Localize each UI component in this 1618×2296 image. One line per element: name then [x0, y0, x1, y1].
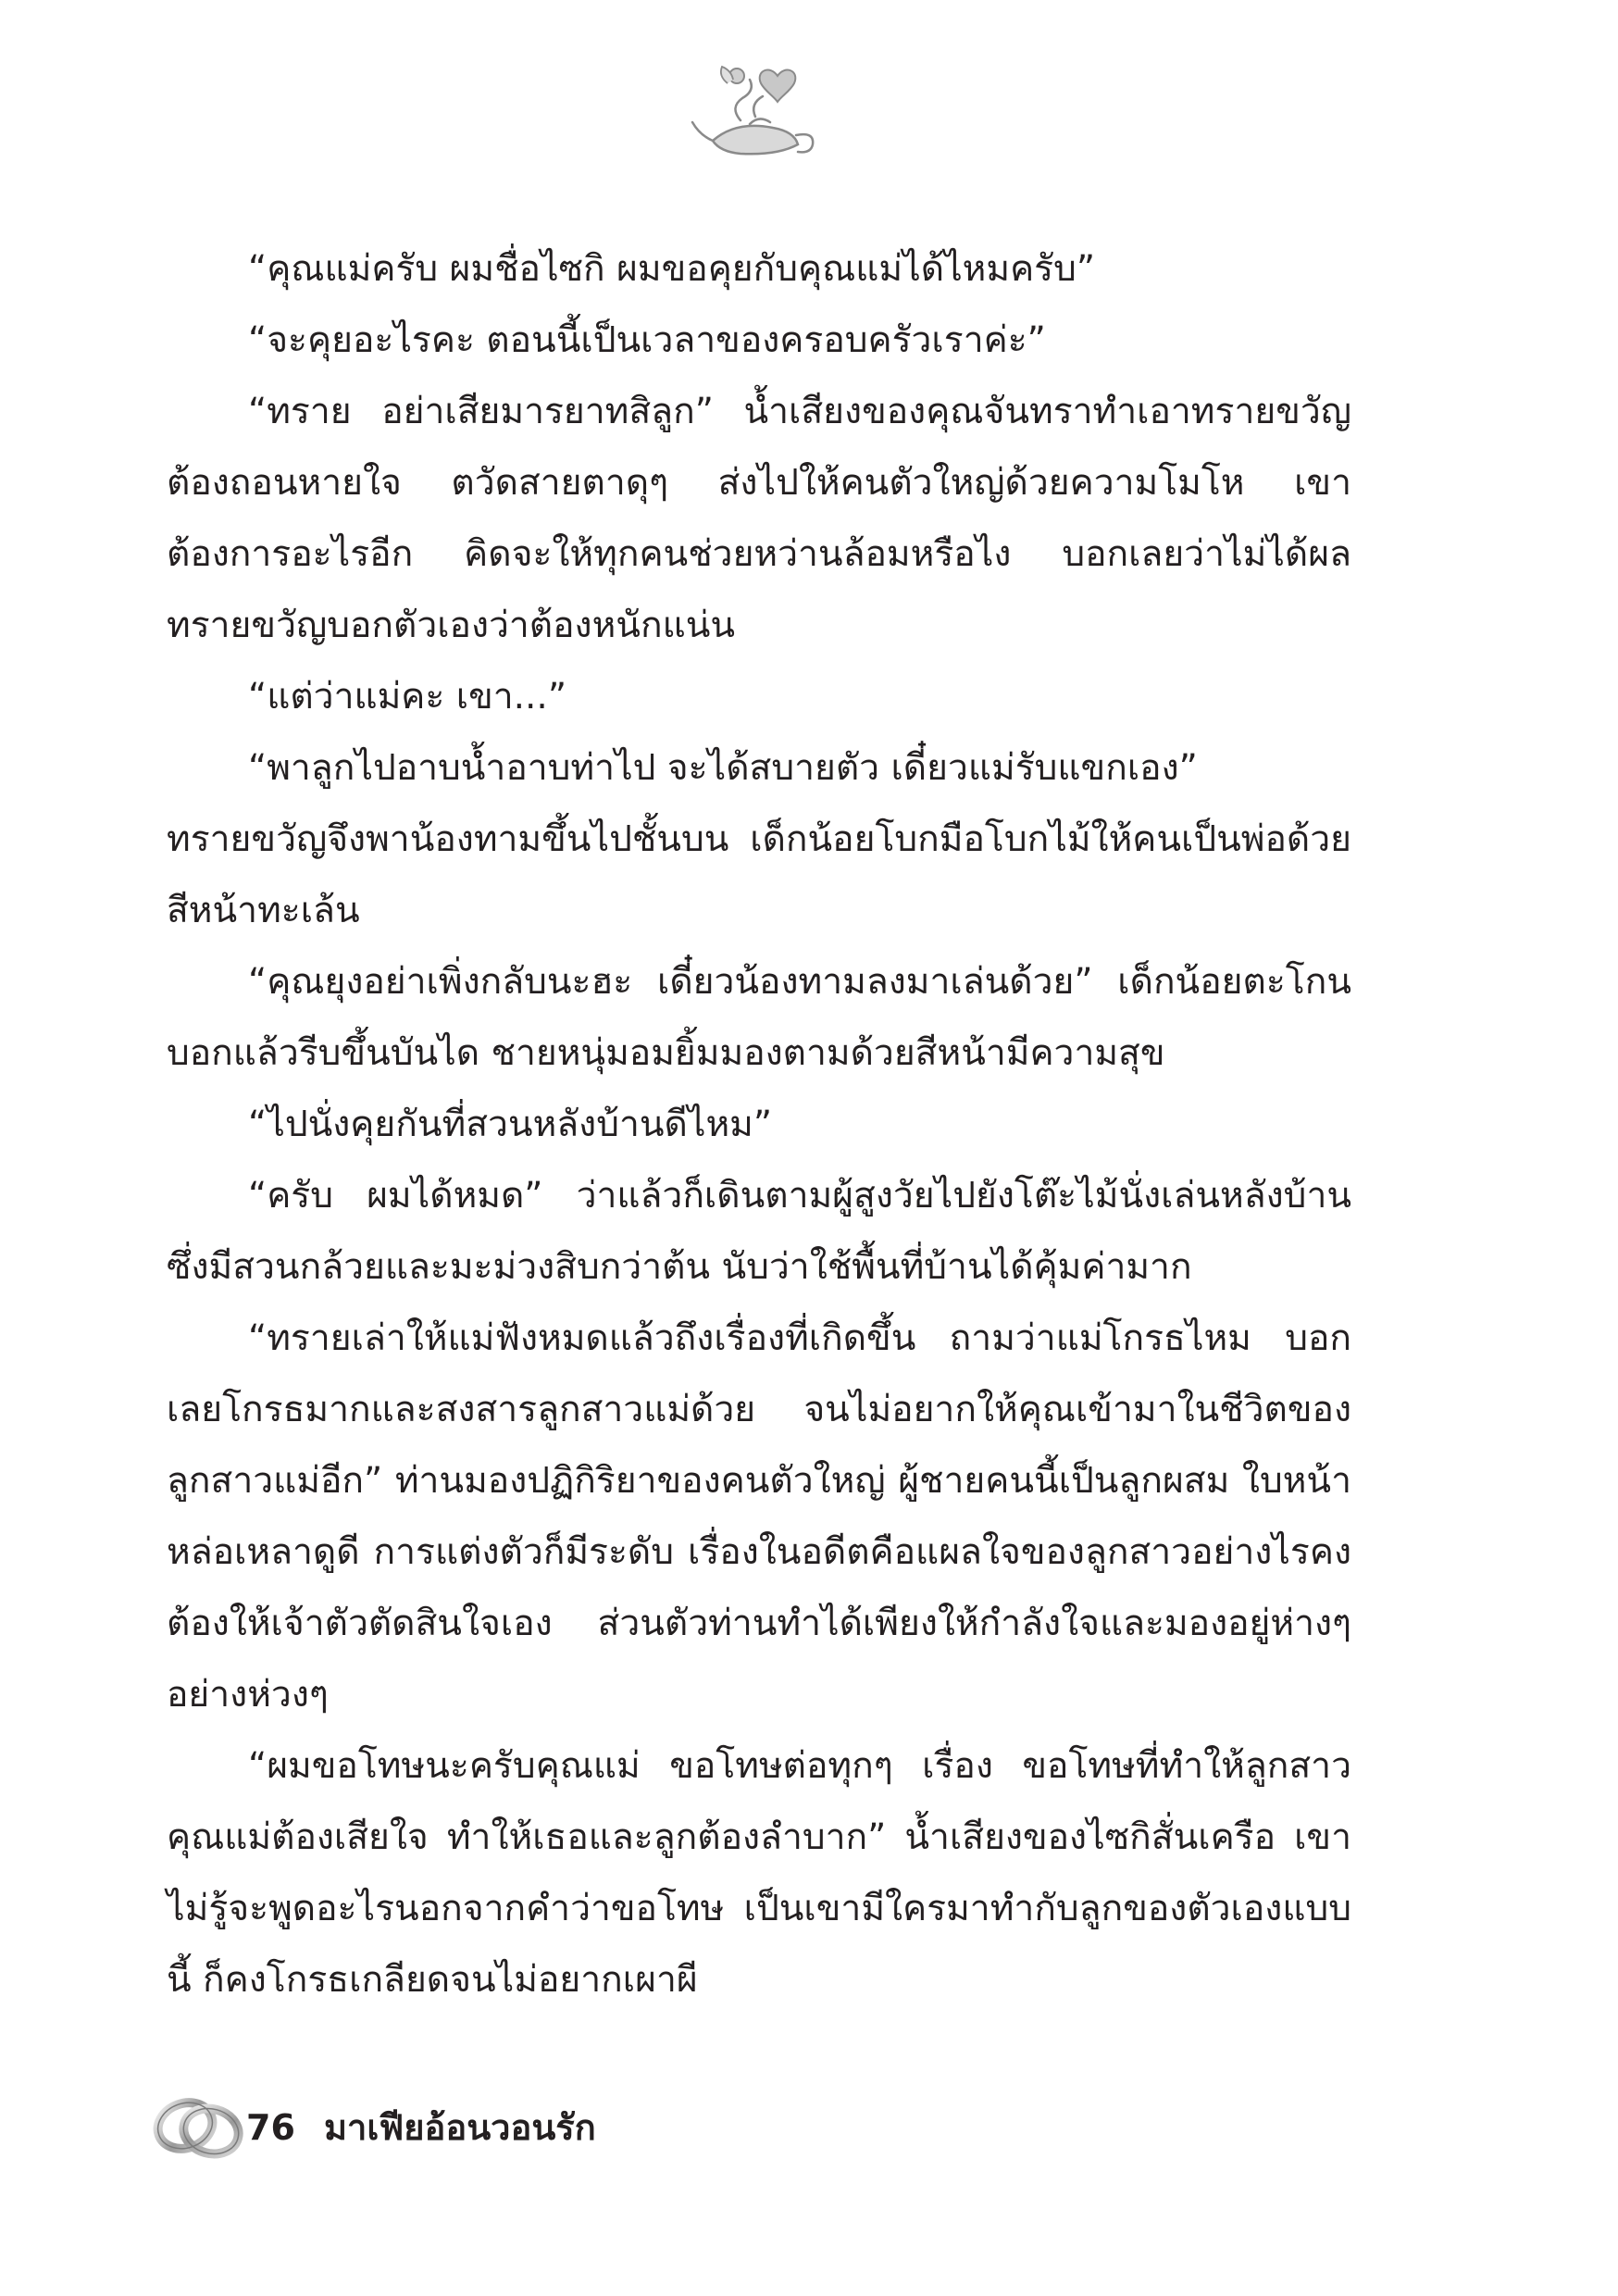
paragraph: “ครับ ผมได้หมด” ว่าแล้วก็เดินตามผู้สูงวัยไปยังโต๊ะไม้นั่งเล่นหลังบ้าน ซึ่งมีสวนกล้วยและมะม่วงสิบกว่าต้น นับว่าใช้พื้นที่บ้านได้คุ้มค่ามาก	[167, 1175, 1351, 1288]
paragraph: “แต่ว่าแม่คะ เขา...”	[248, 676, 567, 718]
story-body	[167, 233, 1351, 2015]
paragraph: “พาลูกไปอาบน้ำอาบท่าไป จะได้สบายตัว เดี๋ยวแม่รับแขกเอง”	[248, 747, 1198, 789]
page-footer	[148, 2083, 796, 2185]
paragraph: “จะคุยอะไรคะ ตอนนี้เป็นเวลาของครอบครัวเราค่ะ”	[248, 319, 1046, 361]
paragraph: “ไปนั่งคุยกันที่สวนหลังบ้านดีไหม”	[248, 1104, 773, 1145]
book-title: มาเฟียอ้อนวอนรัก	[324, 2107, 596, 2148]
paragraph: “ทรายเล่าให้แม่ฟังหมดแล้วถึงเรื่องที่เกิดขึ้น ถามว่าแม่โกรธไหม บอกเลยโกรธมากและสงสารลูกสาวแม่ด้วย จนไม่อยากให้คุณเข้ามาในชีวิตของลูกสาวแม่อีก” ท่านมองปฏิกิริยาของคนตัวใหญ่ ผู้ชายคนนี้เป็นลูกผสม ใบหน้าหล่อเหลาดูดี การแต่งตัวก็มีระดับ เรื่องในอดีตคือแผลใจของลูกสาวอย่างไรคงต้องให้เจ้าตัวตัดสินใจเอง ส่วนตัวท่านทำได้เพียงให้กำลังใจและมองอยู่ห่างๆ อย่างห่วงๆ	[167, 1317, 1351, 1716]
paragraph: ทรายขวัญจึงพาน้องทามขึ้นไปชั้นบน เด็กน้อยโบกมือโบกไม้ให้คนเป็นพ่อด้วยสีหน้าทะเล้น	[167, 818, 1351, 931]
page-number: 76	[246, 2107, 295, 2148]
paragraph: “ทราย อย่าเสียมารยาทสิลูก” น้ำเสียงของคุณจันทราทำเอาทรายขวัญต้องถอนหายใจ ตวัดสายตาดุๆ ส่งไปให้คนตัวใหญ่ด้วยความโมโห เขาต้องการอะไรอีก คิดจะให้ทุกคนช่วยหว่านล้อมหรือไง บอกเลยว่าไม่ได้ผล ทรายขวัญบอกตัวเองว่าต้องหนักแน่น	[167, 391, 1351, 646]
paragraph: “คุณยุงอย่าเพิ่งกลับนะฮะ เดี๋ยวน้องทามลงมาเล่นด้วย” เด็กน้อยตะโกนบอกแล้วรีบขึ้นบันได ชายหนุ่มอมยิ้มมองตามด้วยสีหน้ามีความสุข	[167, 961, 1351, 1074]
paragraph: “ผมขอโทษนะครับคุณแม่ ขอโทษต่อทุกๆ เรื่อง ขอโทษที่ทำให้ลูกสาวคุณแม่ต้องเสียใจ ทำให้เธอและลูกต้องลำบาก” น้ำเสียงของไซกิสั่นเครือ เขาไม่รู้จะพูดอะไรนอกจากคำว่าขอโทษ เป็นเขามีใครมาทำกับลูกของตัวเองแบบนี้ ก็คงโกรธเกลียดจนไม่อยากเผาผี	[167, 1745, 1351, 2001]
wedding-rings-icon	[148, 2083, 250, 2166]
cupid-teapot-ornament-icon	[685, 56, 824, 167]
paragraph: “คุณแม่ครับ ผมชื่อไซกิ ผมขอคุยกับคุณแม่ได้ไหมครับ”	[248, 248, 1096, 290]
